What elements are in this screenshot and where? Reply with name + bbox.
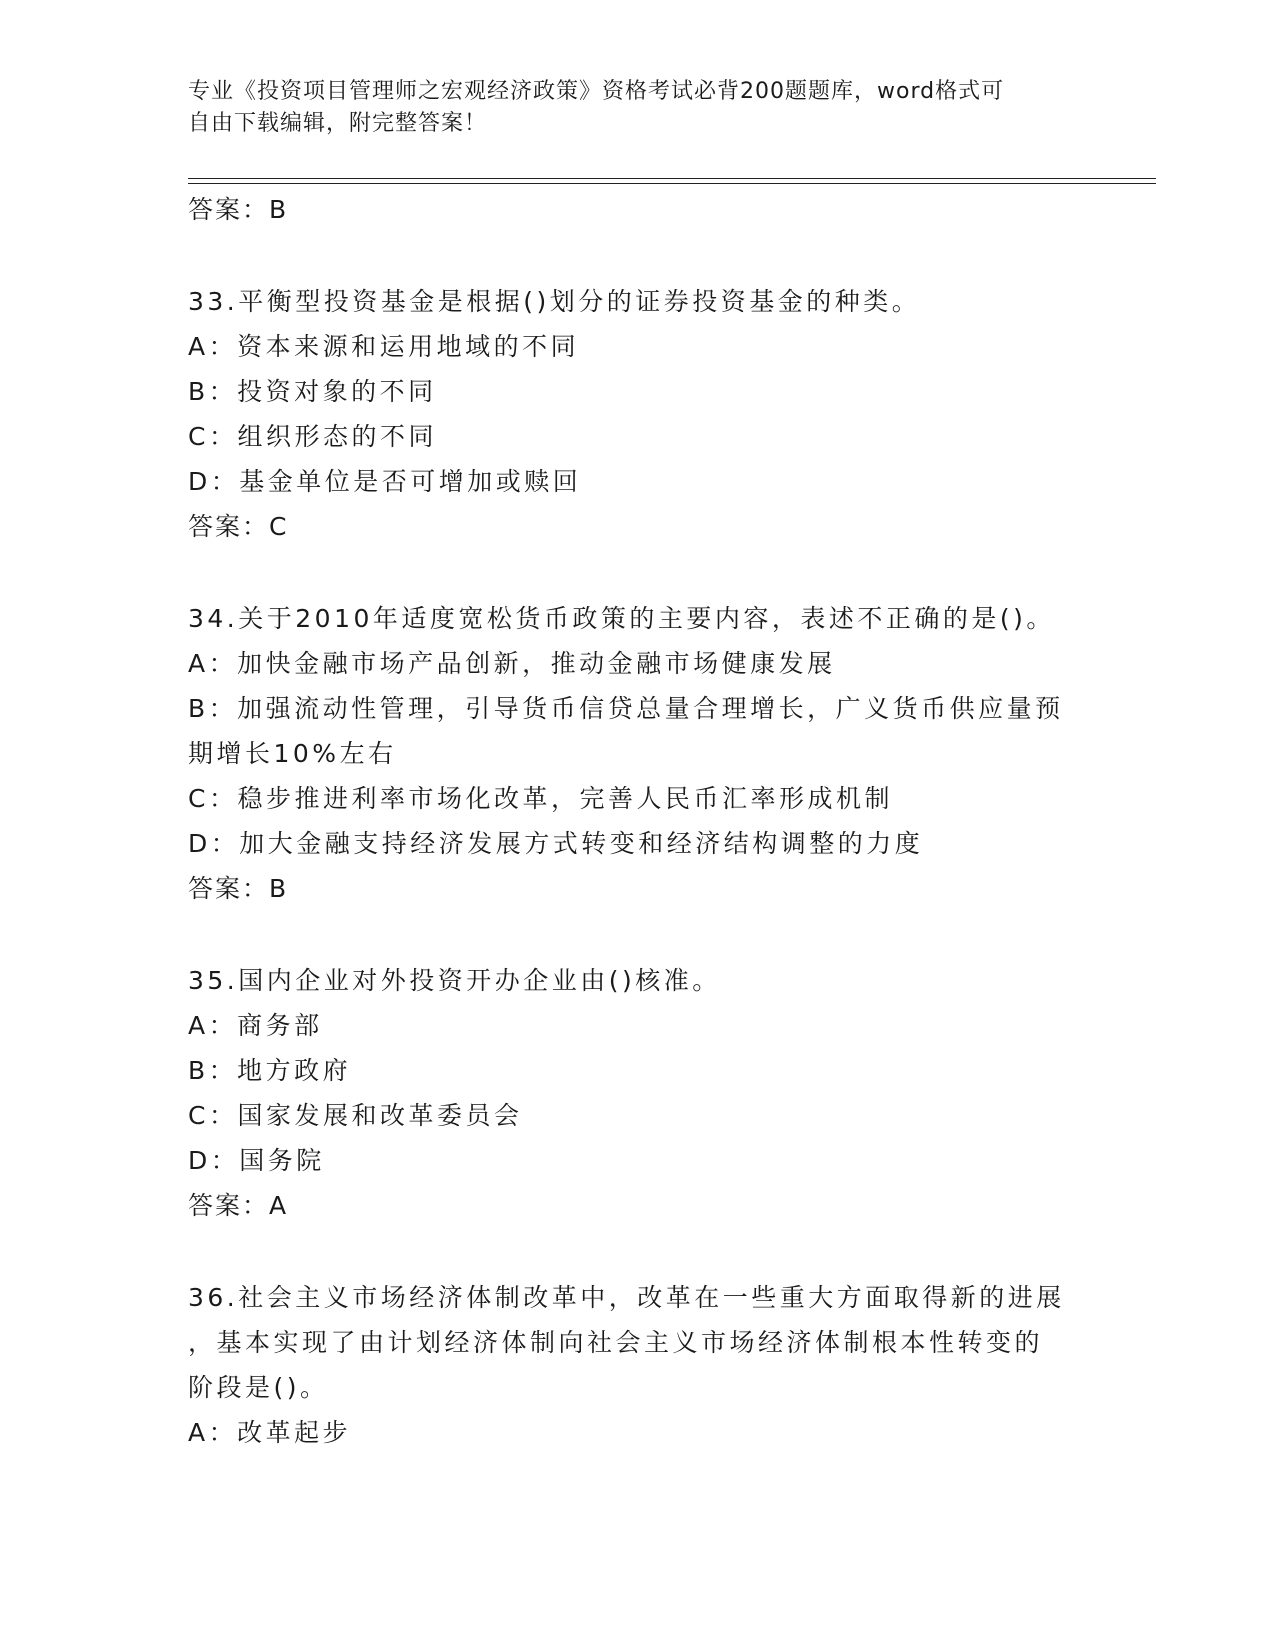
option-b: B：投资对象的不同 [188, 377, 437, 406]
header-divider-top [188, 178, 1156, 179]
answer-line: 答案：C [188, 512, 289, 541]
option-d: D：基金单位是否可增加或赎回 [188, 467, 582, 496]
spacer [188, 549, 1088, 596]
header-line-1: 专业《投资项目管理师之宏观经济政策》资格考试必背200题题库，word格式可 [188, 79, 1005, 104]
question-stem-line-3: 阶段是()。 [188, 1373, 329, 1402]
spacer [188, 911, 1088, 958]
question-block [188, 958, 1088, 1228]
question-block [188, 1275, 1088, 1455]
question-stem-line-1: 36.社会主义市场经济体制改革中，改革在一些重大方面取得新的进展 [188, 1283, 1065, 1312]
question-stem: 35.国内企业对外投资开办企业由()核准。 [188, 966, 721, 995]
option-b-continued: 期增长10%左右 [188, 739, 397, 768]
option-a: A：资本来源和运用地域的不同 [188, 332, 580, 361]
question-stem-line-2: ，基本实现了由计划经济体制向社会主义市场经济体制根本性转变的 [188, 1328, 1044, 1357]
header-divider-bottom [188, 183, 1156, 184]
option-d: D：国务院 [188, 1146, 325, 1175]
answer-line: 答案：A [188, 1191, 289, 1220]
option-a: A：改革起步 [188, 1418, 352, 1447]
question-stem: 33.平衡型投资基金是根据()划分的证券投资基金的种类。 [188, 287, 921, 316]
option-c: C：组织形态的不同 [188, 422, 437, 451]
spacer [188, 1228, 1088, 1275]
option-b: B：地方政府 [188, 1056, 352, 1085]
question-block [188, 596, 1088, 911]
option-a: A：加快金融市场产品创新，推动金融市场健康发展 [188, 649, 836, 678]
option-c: C：国家发展和改革委员会 [188, 1101, 523, 1130]
document-header [188, 76, 1068, 140]
answer-line: 答案：B [188, 195, 289, 224]
document-body [188, 187, 1088, 1455]
option-b: B：加强流动性管理，引导货币信贷总量合理增长，广义货币供应量预 [188, 694, 1064, 723]
question-stem: 34.关于2010年适度宽松货币政策的主要内容，表述不正确的是()。 [188, 604, 1055, 633]
answer-line: 答案：B [188, 874, 289, 903]
spacer [188, 232, 1088, 279]
option-d: D：加大金融支持经济发展方式转变和经济结构调整的力度 [188, 829, 924, 858]
header-line-2: 自由下载编辑，附完整答案！ [188, 111, 488, 136]
option-a: A：商务部 [188, 1011, 323, 1040]
question-block [188, 279, 1088, 549]
option-c: C：稳步推进利率市场化改革，完善人民币汇率形成机制 [188, 784, 893, 813]
